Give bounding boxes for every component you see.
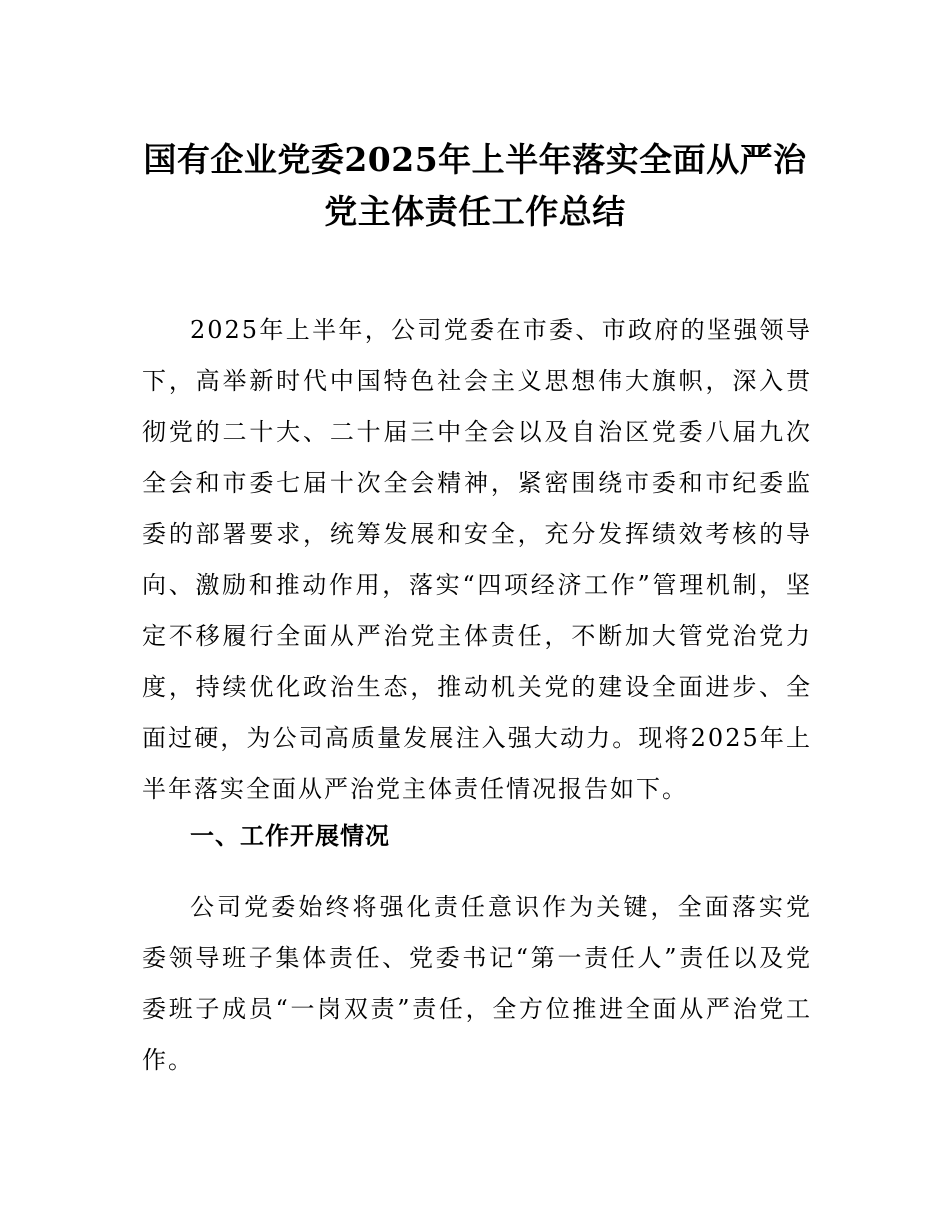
- section-heading-work-progress: 一、工作开展情况: [190, 822, 390, 850]
- intro-paragraph: 2025年上半年，公司党委在市委、市政府的坚强领导下，高举新时代中国特色社会主义思想伟大旗帜，深入贯彻党的二十大、二十届三中全会以及自治区党委八届九次全会和市委七届十次全会精神，紧密围绕市委和市纪委监委的部署要求，统筹发展和安全，充分发挥绩效考核的导向、激励和推动作用，落实“四项经济工作”管理机制，坚定不移履行全面从严治党主体责任，不断加大管党治党力度，持续优化政治生态，推动机关党的建设全面进步、全面过硬，为公司高质量发展注入强大动力。现将2025年上半年落实全面从严治党主体责任情况报告如下。: [142, 316, 812, 803]
- title-line-2: 党主体责任工作总结: [324, 192, 626, 232]
- title-line-1: 国有企业党委2025年上半年落实全面从严治: [143, 140, 807, 180]
- responsibility-paragraph: 公司党委始终将强化责任意识作为关键，全面落实党委领导班子集体责任、党委书记“第一责任人”责任以及党委班子成员“一岗双责”责任，全方位推进全面从严治党工作。: [142, 893, 812, 1074]
- document-title: [120, 134, 830, 238]
